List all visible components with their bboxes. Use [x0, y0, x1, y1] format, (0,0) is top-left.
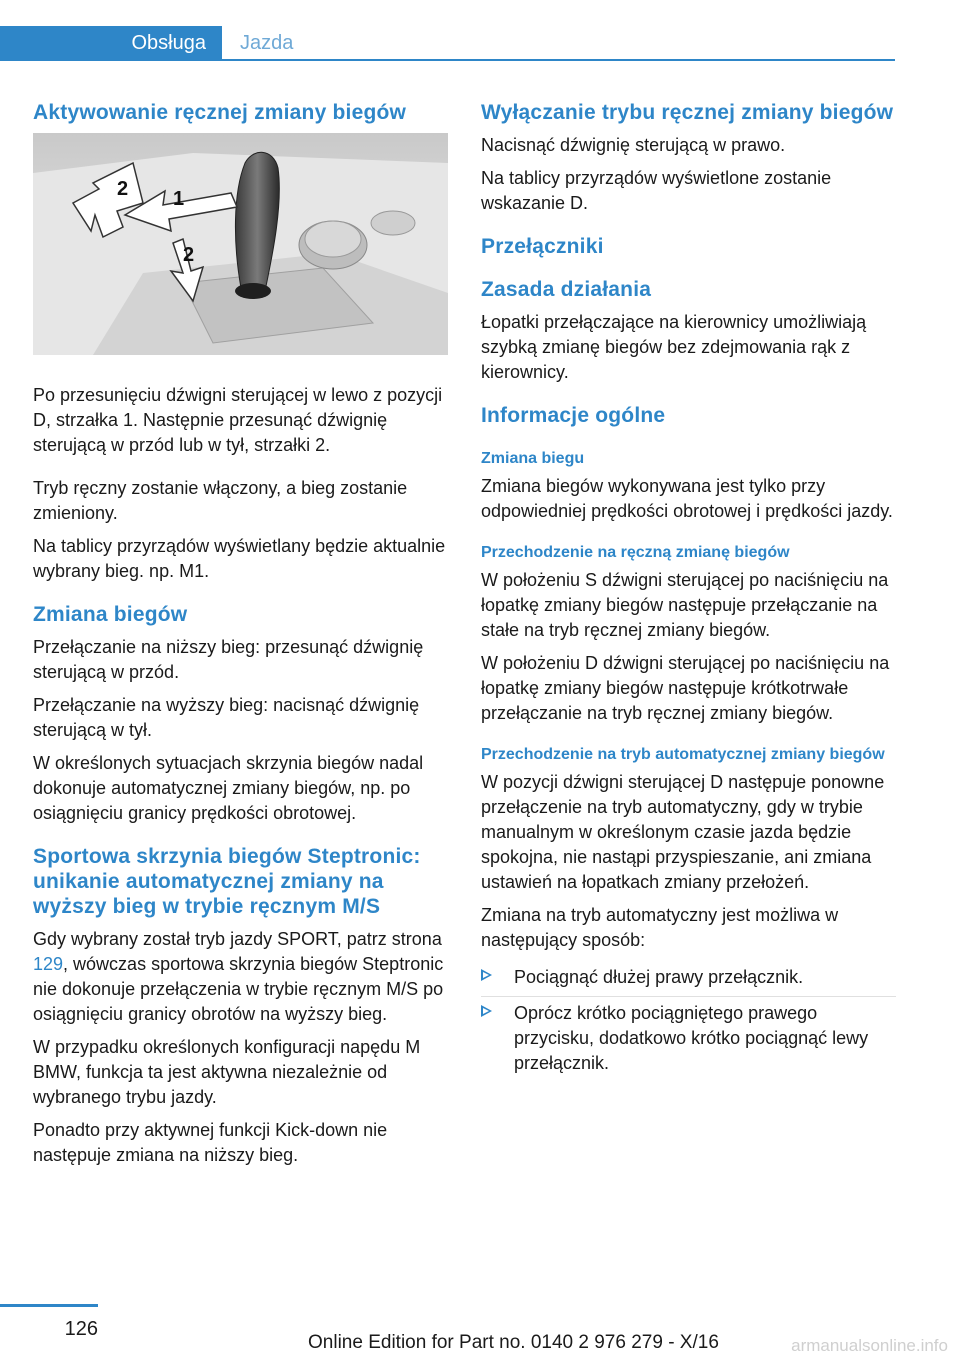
text: Gdy wybrany został tryb jazdy SPORT, patrz strona — [33, 929, 442, 949]
heading-gear-change-sub: Zmiana biegu — [481, 450, 585, 467]
tab-obsluga[interactable] — [0, 26, 222, 60]
paragraph: Tryb ręczny zostanie włączony, a bieg zostanie zmieniony. — [33, 478, 408, 523]
tab-jazda-label: Jazda — [240, 31, 294, 54]
heading-switches: Przełączniki — [481, 235, 604, 258]
paragraph: W położeniu D dźwigni sterującej po naciśnięciu na łopatkę zmiany biegów następuje krótkotrwałe przełączanie na tryb ręcznej zmiany biegów. — [481, 653, 890, 723]
right-column — [481, 100, 896, 1082]
list-item — [481, 997, 896, 1082]
gear-selector-figure — [33, 133, 448, 355]
paragraph-with-link — [33, 927, 448, 1027]
watermark: armanualsonline.info — [791, 1336, 948, 1355]
list-item-text: Oprócz krótko pociągniętego prawego przycisku, dodatkowo krótko pociągnąć lewy przełącznik. — [514, 1003, 869, 1073]
paragraph: Zmiana na tryb automatyczny jest możliwa w następujący sposób: — [481, 905, 839, 950]
heading-principle: Zasada działania — [481, 278, 652, 301]
paragraph: W określonych sytuacjach skrzynia biegów nadal dokonuje automatycznej zmiany biegów, np. po osiągnięciu granicy prędkości obrotowej. — [33, 753, 424, 823]
page-number: 126 — [64, 1318, 98, 1340]
heading-gear-change: Zmiana biegów — [33, 603, 188, 626]
paragraph: W położeniu S dźwigni sterującej po naciśnięciu na łopatkę zmiany biegów następuje przełączanie na stałe na tryb ręcznej zmiany biegów. — [481, 570, 889, 640]
figure-label-2a: 2 — [117, 178, 129, 200]
paragraph: Na tablicy przyrządów wyświetlone zostanie wskazanie D. — [481, 168, 832, 213]
paragraph: W przypadku określonych konfiguracji napędu M BMW, funkcja ta jest aktywna niezależnie od wybranego trybu jazdy. — [33, 1037, 421, 1107]
footer-divider — [0, 1304, 98, 1307]
list-item-text: Pociągnąć dłużej prawy przełącznik. — [514, 967, 804, 987]
page-link-129[interactable]: 129 — [33, 954, 64, 974]
tab-obsluga-label: Obsługa — [131, 31, 206, 54]
paragraph: Przełączanie na niższy bieg: przesunąć dźwignię sterującą w przód. — [33, 637, 424, 682]
paragraph: Nacisnąć dźwignię sterującą w prawo. — [481, 135, 786, 155]
paragraph: Na tablicy przyrządów wyświetlany będzie aktualnie wybrany bieg. np. M1. — [33, 536, 446, 581]
edition-note: Online Edition for Part no. 0140 2 976 279 - X/16 — [308, 1332, 719, 1353]
triangle-bullet-icon — [481, 1005, 492, 1017]
list-item — [481, 961, 896, 997]
triangle-bullet-icon — [481, 969, 492, 981]
bullet-list — [481, 961, 896, 1082]
paragraph: Łopatki przełączające na kierownicy umożliwiają szybką zmianę biegów bez zdejmowania rąk z kierownicy. — [481, 312, 867, 382]
paragraph: Zmiana biegów wykonywana jest tylko przy odpowiedniej prędkości obrotowej i prędkości jazdy. — [481, 476, 893, 521]
tab-jazda[interactable] — [240, 26, 293, 60]
paragraph: Po przesunięciu dźwigni sterującej w lewo z pozycji D, strzałka 1. Następnie przesunąć dźwignię sterującą w przód lub w tył, strzałki 2. — [33, 385, 443, 455]
heading-disable-manual: Wyłączanie trybu ręcznej zmiany biegów — [481, 101, 894, 124]
header-divider — [0, 59, 895, 61]
heading-switch-to-auto: Przechodzenie na tryb automatycznej zmiany biegów — [481, 746, 885, 763]
heading-activate-manual: Aktywowanie ręcznej zmiany biegów — [33, 101, 407, 124]
section-tabs — [0, 26, 895, 62]
heading-general-info: Informacje ogólne — [481, 404, 666, 427]
heading-switch-to-manual: Przechodzenie na ręczną zmianę biegów — [481, 544, 790, 561]
figure-label-2b: 2 — [183, 244, 195, 266]
paragraph: Przełączanie na wyższy bieg: nacisnąć dźwignię sterującą w tył. — [33, 695, 420, 740]
left-column — [33, 100, 448, 1176]
figure-label-1: 1 — [173, 188, 185, 210]
gear-selector-illustration — [33, 133, 448, 355]
text: , wówczas sportowa skrzynia biegów Steptronic nie dokonuje przełączenia w trybie ręcznym M/S po osiągnięciu granicy obrotów na wyższy bieg. — [33, 954, 444, 1024]
paragraph: W pozycji dźwigni sterującej D następuje ponowne przełączenie na tryb automatyczny, gdy w trybie manualnym w określonym czasie jazda będzie spokojna, nie nastąpi przyspieszanie, ani zmiana ustawień na łopatkach zmiany przełożeń. — [481, 772, 885, 892]
paragraph: Ponadto przy aktywnej funkcji Kick-down nie następuje zmiana na niższy bieg. — [33, 1120, 388, 1165]
heading-sport-steptronic: Sportowa skrzynia biegów Steptronic: unikanie automatycznej zmiany na wyższy bieg w trybie ręcznym M/S — [33, 845, 421, 918]
